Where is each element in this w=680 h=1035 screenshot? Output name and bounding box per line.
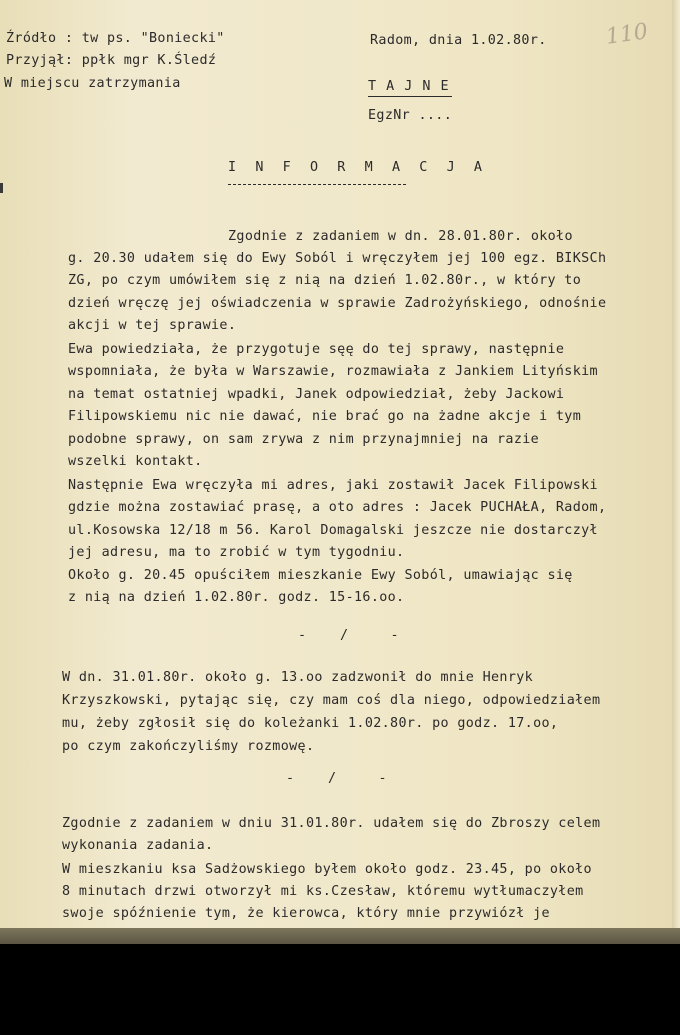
body-line: Krzyszkowski, pytając się, czy mam coś dla niego, odpowiedziałem <box>62 693 601 708</box>
page-edge <box>672 0 680 930</box>
body-line: 8 minutach drzwi otworzył mi ks.Czesław, któremu wytłumaczyłem <box>62 884 584 899</box>
body-line: wykonania zadania. <box>62 838 214 853</box>
body-line: - / - <box>298 628 399 643</box>
body-line: - / - <box>286 771 387 786</box>
body-line: W dn. 31.01.80r. około g. 13.oo zadzwonił do mnie Henryk <box>62 670 534 685</box>
body-line: swoje spóźnienie tym, że kierowca, który mnie przywiózł je <box>62 906 550 921</box>
body-line: podobne sprawy, on sam zrywa z nim przynajmniej na razie <box>68 432 540 447</box>
body-line: Ewa powiedziała, że przygotuje sęę do tej sprawy, następnie <box>68 342 565 357</box>
body-line: gdzie można zostawiać prasę, a oto adres : Jacek PUCHAŁA, Radom, <box>68 500 607 515</box>
copy-number: EgzNr .... <box>368 108 453 123</box>
body-line: g. 20.30 udałem się do Ewy Soból i wręczyłem jej 100 egz. BIKSCh <box>68 251 607 266</box>
classification-stamp: T A J N E <box>368 79 450 94</box>
body-line: W mieszkaniu ksa Sadżowskiego byłem około godz. 23.45, po około <box>62 862 592 877</box>
title-underline <box>228 184 406 185</box>
body-line: jej adresu, ma to zrobić w tym tygodniu. <box>68 545 405 560</box>
classification-underline <box>368 96 452 97</box>
margin-mark <box>0 183 3 193</box>
body-line: Filipowskiemu nic nie dawać, nie brać go na żadne akcje i tym <box>68 409 582 424</box>
body-line: ul.Kosowska 12/18 m 56. Karol Domagalski jeszcze nie dostarczył <box>68 523 598 538</box>
body-line: Zgodnie z zadaniem w dn. 28.01.80r. około <box>228 229 573 244</box>
body-line: akcji w tej sprawie. <box>68 318 237 333</box>
source-line: Źródło : tw ps. "Boniecki" <box>6 31 225 46</box>
scan-edge-strip <box>0 928 680 944</box>
body-line: z nią na dzień 1.02.80r. godz. 15-16.oo. <box>68 590 405 605</box>
body-line: Zgodnie z zadaniem w dniu 31.01.80r. udałem się do Zbroszy celem <box>62 816 601 831</box>
received-by-line: Przyjął: ppłk mgr K.Śledź <box>6 53 217 68</box>
body-line: Następnie Ewa wręczyła mi adres, jaki zostawił Jacek Filipowski <box>68 478 598 493</box>
body-line: na temat ostatniej wpadki, Janek odpowiedział, żeby Jackowi <box>68 387 565 402</box>
body-line: mu, żeby zgłosił się do koleżanki 1.02.80r. po godz. 17.oo, <box>62 716 559 731</box>
body-line: Około g. 20.45 opuściłem mieszkanie Ewy Soból, umawiając się <box>68 568 573 583</box>
handwritten-page-number: 110 <box>604 19 650 50</box>
body-line: dzień wręczę jej oświadczenia w sprawie Zadrożyńskiego, odnośnie <box>68 296 607 311</box>
body-line: po czym zakończyliśmy rozmowę. <box>62 739 315 754</box>
city-date: Radom, dnia 1.02.80r. <box>370 33 547 48</box>
body-line: wszelki kontakt. <box>68 454 203 469</box>
document-title: I N F O R M A C J A <box>228 160 488 175</box>
body-line: ZG, po czym umówiłem się z nią na dzień 1.02.80r., w który to <box>68 273 582 288</box>
place-line: W miejscu zatrzymania <box>4 76 181 91</box>
body-line: wspomniała, że była w Warszawie, rozmawiała z Jankiem Lityńskim <box>68 364 598 379</box>
